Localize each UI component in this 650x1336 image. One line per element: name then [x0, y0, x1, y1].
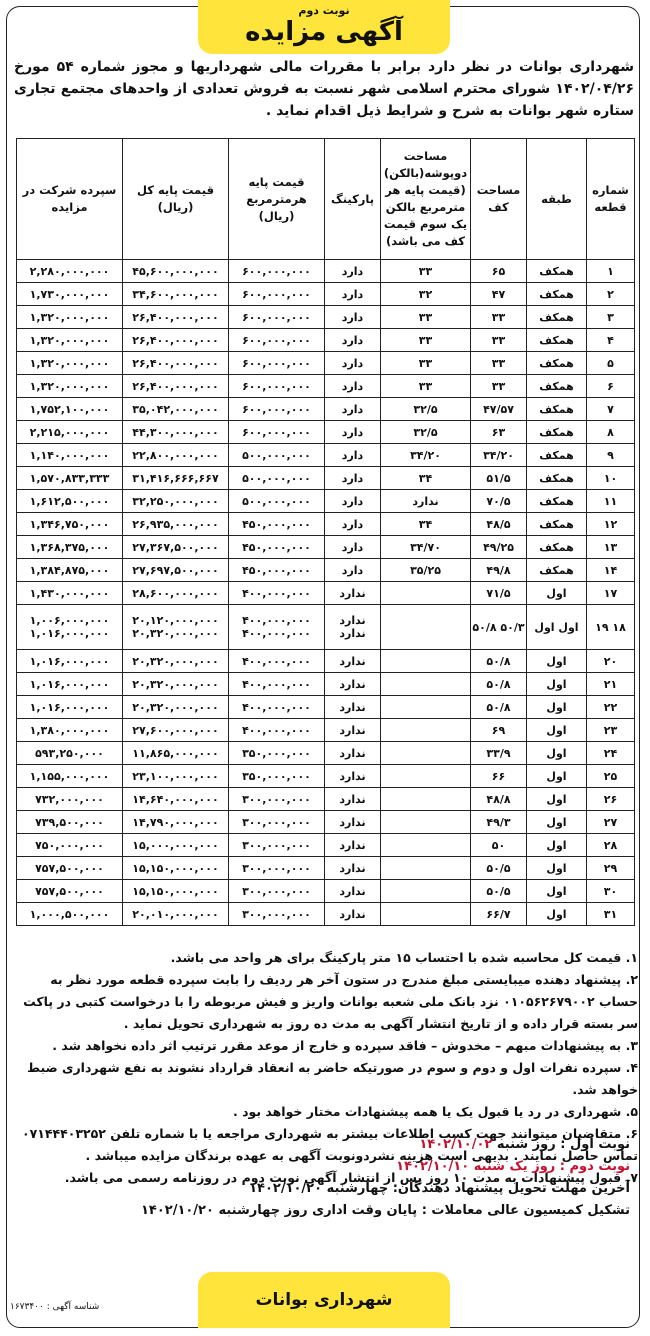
- cell-deposit: ۱,۷۵۲,۱۰۰,۰۰۰: [17, 398, 123, 421]
- cell-balcony-area: ۳۴/۲۰: [381, 444, 471, 467]
- cell-price-per-meter: ۴۰۰,۰۰۰,۰۰۰: [229, 719, 325, 742]
- cell-lot-number: ۲۴: [587, 742, 635, 765]
- table-row: [17, 398, 635, 421]
- cell-floor: همکف: [527, 467, 587, 490]
- cell-floor: اول: [527, 765, 587, 788]
- cell-price-per-meter: ۴۰۰,۰۰۰,۰۰۰: [229, 696, 325, 719]
- cell-lot-number: ۲۵: [587, 765, 635, 788]
- cell-total-price: ۳۱,۴۱۶,۶۶۶,۶۶۷: [123, 467, 229, 490]
- cell-total-price: ۲۶,۴۰۰,۰۰۰,۰۰۰: [123, 352, 229, 375]
- cell-price-per-meter: ۳۰۰,۰۰۰,۰۰۰: [229, 857, 325, 880]
- first-publication-date: ۱۴۰۲/۱۰/۰۲: [419, 1137, 493, 1152]
- cell-lot-number: ۱۴: [587, 559, 635, 582]
- cell-floor-area: ۵۰: [471, 834, 527, 857]
- note-item: ۶. متقاضیان میتوانند جهت کسب اطلاعات بیشتر به شهرداری مراجعه یا با شماره تلفن ۰۷۱۴۴۴۰۳۲۵۲ تماس حاصل نمایند . بدیهی است هزینه نشردونوبت آگهی به عهده برندگان مزایده میباشد .: [21, 1126, 638, 1163]
- cell-balcony-area: [381, 903, 471, 926]
- cell-price-per-meter: ۵۰۰,۰۰۰,۰۰۰: [229, 467, 325, 490]
- cell-parking: دارد: [325, 490, 381, 513]
- cell-parking: دارد: [325, 421, 381, 444]
- cell-floor: اول: [527, 673, 587, 696]
- cell-balcony-area: ۳۳: [381, 329, 471, 352]
- cell-parking: دارد: [325, 283, 381, 306]
- cell-deposit: ۲,۲۸۰,۰۰۰,۰۰۰: [17, 260, 123, 283]
- cell-floor: اول: [527, 903, 587, 926]
- cell-floor: اول اول: [527, 605, 587, 650]
- cell-lot-number: ۷: [587, 398, 635, 421]
- table-row: [17, 765, 635, 788]
- cell-total-price: ۲۰,۰۱۰,۰۰۰,۰۰۰: [123, 903, 229, 926]
- cell-lot-number: ۳۱: [587, 903, 635, 926]
- cell-floor: همکف: [527, 260, 587, 283]
- cell-parking: ندارد: [325, 582, 381, 605]
- cell-total-price: ۳۵,۰۴۲,۰۰۰,۰۰۰: [123, 398, 229, 421]
- cell-price-per-meter: ۴۰۰,۰۰۰,۰۰۰: [229, 673, 325, 696]
- cell-parking: ندارد: [325, 788, 381, 811]
- cell-floor: اول: [527, 880, 587, 903]
- cell-deposit: ۱,۳۸۴,۸۷۵,۰۰۰: [17, 559, 123, 582]
- cell-parking: ندارد: [325, 650, 381, 673]
- cell-deposit: ۱,۳۲۰,۰۰۰,۰۰۰: [17, 352, 123, 375]
- cell-balcony-area: [381, 696, 471, 719]
- cell-floor: اول: [527, 582, 587, 605]
- header-floor: طبقه: [527, 139, 587, 260]
- cell-balcony-area: [381, 673, 471, 696]
- auction-table: [16, 138, 635, 926]
- cell-floor-area: ۴۹/۳: [471, 811, 527, 834]
- cell-floor-area: ۶۶/۷: [471, 903, 527, 926]
- cell-floor-area: ۶۶: [471, 765, 527, 788]
- cell-balcony-area: ۳۲/۵: [381, 421, 471, 444]
- table-row: [17, 444, 635, 467]
- cell-total-price: ۲۰,۳۲۰,۰۰۰,۰۰۰: [123, 650, 229, 673]
- cell-parking: ندارد: [325, 880, 381, 903]
- header-parking: پارکینگ: [325, 139, 381, 260]
- cell-balcony-area: ۳۴: [381, 467, 471, 490]
- note-item: ۷. قبول پیشنهادات به مدت ۱۰ روز پس از انتشار آگهی نوبت دوم در روزنامه رسمی می باشد.: [64, 1170, 638, 1185]
- cell-price-per-meter: ۴۰۰,۰۰۰,۰۰۰ ۴۰۰,۰۰۰,۰۰۰: [229, 605, 325, 650]
- cell-balcony-area: [381, 582, 471, 605]
- cell-floor-area: ۵۰/۸: [471, 673, 527, 696]
- cell-floor: اول: [527, 742, 587, 765]
- second-publication: [30, 1156, 630, 1178]
- table-body: [17, 260, 635, 926]
- cell-floor: همکف: [527, 352, 587, 375]
- table-header-row: [17, 139, 635, 260]
- cell-floor: همکف: [527, 444, 587, 467]
- table-row: [17, 834, 635, 857]
- header-balcony-area: مساحت دوپوشه(بالکن) (قیمت پایه هر مترمربع بالکن یک سوم قیمت کف می باشد): [381, 139, 471, 260]
- cell-price-per-meter: ۳۰۰,۰۰۰,۰۰۰: [229, 811, 325, 834]
- header-subtitle: نوبت دوم: [298, 4, 350, 17]
- cell-deposit: ۱,۴۳۰,۰۰۰,۰۰۰: [17, 582, 123, 605]
- note-item: ۱. قیمت کل محاسبه شده با احتساب ۱۵ متر پارکینگ برای هر واحد می باشد.: [170, 950, 638, 965]
- cell-total-price: ۲۰,۳۲۰,۰۰۰,۰۰۰: [123, 696, 229, 719]
- note-item: ۳. به پیشنهادات مبهم – مخدوش – فاقد سپرده و خارج از موعد مقرر ترتیب اثر داده نخواهد شد .: [52, 1038, 638, 1053]
- cell-floor-area: ۵۰/۵: [471, 880, 527, 903]
- cell-floor-area: ۳۴/۲۰: [471, 444, 527, 467]
- cell-floor: همکف: [527, 329, 587, 352]
- cell-balcony-area: [381, 788, 471, 811]
- cell-price-per-meter: ۶۰۰,۰۰۰,۰۰۰: [229, 375, 325, 398]
- cell-total-price: ۲۲,۸۰۰,۰۰۰,۰۰۰: [123, 444, 229, 467]
- cell-lot-number: ۹: [587, 444, 635, 467]
- cell-deposit: ۱,۰۱۶,۰۰۰,۰۰۰: [17, 650, 123, 673]
- cell-deposit: ۱,۱۵۵,۰۰۰,۰۰۰: [17, 765, 123, 788]
- cell-floor: اول: [527, 719, 587, 742]
- cell-total-price: ۲۶,۴۰۰,۰۰۰,۰۰۰: [123, 375, 229, 398]
- cell-lot-number: ۲۸: [587, 834, 635, 857]
- cell-parking: دارد: [325, 306, 381, 329]
- table-row: [17, 696, 635, 719]
- cell-balcony-area: ۳۴: [381, 513, 471, 536]
- cell-balcony-area: [381, 857, 471, 880]
- cell-price-per-meter: ۵۰۰,۰۰۰,۰۰۰: [229, 444, 325, 467]
- cell-total-price: ۳۴,۶۰۰,۰۰۰,۰۰۰: [123, 283, 229, 306]
- cell-balcony-area: ۳۵/۲۵: [381, 559, 471, 582]
- table-row: [17, 880, 635, 903]
- cell-total-price: ۲۰,۳۲۰,۰۰۰,۰۰۰: [123, 673, 229, 696]
- table-row: [17, 283, 635, 306]
- header-price-per-meter: قیمت پایه هرمترمربع (ریال): [229, 139, 325, 260]
- cell-parking: ندارد: [325, 903, 381, 926]
- cell-total-price: ۱۴,۶۴۰,۰۰۰,۰۰۰: [123, 788, 229, 811]
- cell-price-per-meter: ۶۰۰,۰۰۰,۰۰۰: [229, 260, 325, 283]
- cell-balcony-area: [381, 719, 471, 742]
- cell-parking: ندارد: [325, 811, 381, 834]
- table-row: [17, 490, 635, 513]
- note-item: ۴. سپرده نفرات اول و دوم و سوم در صورتیکه حاضر به انعقاد قرارداد نشوند به نفع شهرداری ضبط خواهد شد.: [27, 1060, 638, 1097]
- cell-parking: ندارد: [325, 765, 381, 788]
- cell-price-per-meter: ۴۵۰,۰۰۰,۰۰۰: [229, 559, 325, 582]
- cell-floor-area: ۶۵: [471, 260, 527, 283]
- cell-floor-area: ۳۳: [471, 306, 527, 329]
- cell-lot-number: ۱۱: [587, 490, 635, 513]
- cell-price-per-meter: ۶۰۰,۰۰۰,۰۰۰: [229, 283, 325, 306]
- cell-deposit: ۱,۷۳۰,۰۰۰,۰۰۰: [17, 283, 123, 306]
- cell-lot-number: ۱۷: [587, 582, 635, 605]
- cell-deposit: ۷۵۷,۵۰۰,۰۰۰: [17, 857, 123, 880]
- cell-balcony-area: ۳۳: [381, 306, 471, 329]
- cell-price-per-meter: ۴۵۰,۰۰۰,۰۰۰: [229, 513, 325, 536]
- cell-floor-area: ۷۰/۵: [471, 490, 527, 513]
- cell-deposit: ۱,۰۰۰,۵۰۰,۰۰۰: [17, 903, 123, 926]
- cell-parking: دارد: [325, 329, 381, 352]
- dates-section: [30, 1134, 630, 1222]
- cell-price-per-meter: ۴۰۰,۰۰۰,۰۰۰: [229, 582, 325, 605]
- cell-balcony-area: [381, 650, 471, 673]
- cell-parking: دارد: [325, 513, 381, 536]
- cell-floor-area: ۳۳: [471, 352, 527, 375]
- cell-parking: دارد: [325, 559, 381, 582]
- commission-line: تشکیل کمیسیون عالی معاملات : پایان وقت اداری روز چهارشنبه ۱۴۰۲/۱۰/۲۰: [140, 1203, 630, 1218]
- cell-parking: دارد: [325, 352, 381, 375]
- cell-deposit: ۱,۳۸۰,۰۰۰,۰۰۰: [17, 719, 123, 742]
- cell-deposit: ۷۳۲,۰۰۰,۰۰۰: [17, 788, 123, 811]
- cell-deposit: ۱,۳۲۰,۰۰۰,۰۰۰: [17, 329, 123, 352]
- table-row: [17, 536, 635, 559]
- cell-parking: ندارد: [325, 834, 381, 857]
- cell-floor: همکف: [527, 559, 587, 582]
- cell-floor: همکف: [527, 283, 587, 306]
- cell-deposit: ۷۳۹,۵۰۰,۰۰۰: [17, 811, 123, 834]
- cell-total-price: ۲۷,۶۹۷,۵۰۰,۰۰۰: [123, 559, 229, 582]
- cell-total-price: ۲۷,۳۶۷,۵۰۰,۰۰۰: [123, 536, 229, 559]
- table-row: [17, 650, 635, 673]
- table-row: [17, 352, 635, 375]
- cell-total-price: ۱۱,۸۶۵,۰۰۰,۰۰۰: [123, 742, 229, 765]
- cell-balcony-area: ۳۳: [381, 352, 471, 375]
- cell-floor: همکف: [527, 306, 587, 329]
- cell-total-price: ۲۶,۴۰۰,۰۰۰,۰۰۰: [123, 329, 229, 352]
- cell-floor: همکف: [527, 490, 587, 513]
- cell-floor-area: ۴۷: [471, 283, 527, 306]
- table-row: [17, 788, 635, 811]
- cell-lot-number: ۱: [587, 260, 635, 283]
- header-title: آگهی مزایده: [245, 17, 403, 47]
- cell-price-per-meter: ۳۰۰,۰۰۰,۰۰۰: [229, 834, 325, 857]
- header-deposit: سپرده شرکت در مزایده: [17, 139, 123, 260]
- cell-floor: اول: [527, 650, 587, 673]
- cell-price-per-meter: ۶۰۰,۰۰۰,۰۰۰: [229, 306, 325, 329]
- cell-deposit: ۱,۳۴۶,۷۵۰,۰۰۰: [17, 513, 123, 536]
- table-row: [17, 559, 635, 582]
- cell-floor: همکف: [527, 375, 587, 398]
- cell-lot-number: ۲: [587, 283, 635, 306]
- cell-price-per-meter: ۶۰۰,۰۰۰,۰۰۰: [229, 421, 325, 444]
- table-row: [17, 605, 635, 650]
- cell-deposit: ۱,۰۱۶,۰۰۰,۰۰۰: [17, 696, 123, 719]
- cell-parking: ندارد: [325, 857, 381, 880]
- cell-lot-number: ۱۳: [587, 536, 635, 559]
- cell-floor-area: ۴۷/۵۷: [471, 398, 527, 421]
- cell-floor: همکف: [527, 513, 587, 536]
- cell-balcony-area: ۳۳: [381, 260, 471, 283]
- cell-floor-area: ۳۳: [471, 329, 527, 352]
- first-publication: [30, 1134, 630, 1156]
- cell-lot-number: ۳۰: [587, 880, 635, 903]
- cell-deposit: ۱,۳۶۸,۳۷۵,۰۰۰: [17, 536, 123, 559]
- cell-total-price: ۴۴,۳۰۰,۰۰۰,۰۰۰: [123, 421, 229, 444]
- cell-price-per-meter: ۴۵۰,۰۰۰,۰۰۰: [229, 536, 325, 559]
- cell-total-price: ۱۵,۰۰۰,۰۰۰,۰۰۰: [123, 834, 229, 857]
- cell-lot-number: ۲۹: [587, 857, 635, 880]
- note-item: ۲. پیشنهاد دهنده میبایستی مبلغ مندرج در ستون آخر هر ردیف را بابت سپرده قطعه مورد نظر به حساب ۰۱۰۵۶۲۶۷۹۰۰۲ نزد بانک ملی شعبه بوانات واریز و فیش مربوطه را با درخواست کتبی در پاکت سر بسته قرار داده و از تاریخ انتشار آگهی به مدت ده روز به شهرداری تحویل نماید .: [23, 972, 638, 1031]
- deadline-line: آخرین مهلت تحویل پیشنهاد دهندگان: چهارشنبه ۱۴۰۲/۱۰/۲۰: [249, 1181, 630, 1196]
- cell-floor-area: ۵۰/۵: [471, 857, 527, 880]
- cell-deposit: ۱,۵۷۰,۸۳۳,۳۳۳: [17, 467, 123, 490]
- cell-floor-area: ۴۹/۲۵: [471, 536, 527, 559]
- footer-banner: [198, 1272, 450, 1328]
- cell-price-per-meter: ۶۰۰,۰۰۰,۰۰۰: [229, 352, 325, 375]
- table-row: [17, 857, 635, 880]
- table-row: [17, 742, 635, 765]
- cell-lot-number: ۵: [587, 352, 635, 375]
- table-row: [17, 719, 635, 742]
- cell-total-price: ۱۵,۱۵۰,۰۰۰,۰۰۰: [123, 880, 229, 903]
- cell-price-per-meter: ۶۰۰,۰۰۰,۰۰۰: [229, 329, 325, 352]
- cell-total-price: ۲۰,۱۲۰,۰۰۰,۰۰۰ ۲۰,۳۲۰,۰۰۰,۰۰۰: [123, 605, 229, 650]
- cell-floor-area: ۶۹: [471, 719, 527, 742]
- cell-total-price: ۲۶,۴۰۰,۰۰۰,۰۰۰: [123, 306, 229, 329]
- cell-parking: دارد: [325, 375, 381, 398]
- cell-floor-area: ۵۰/۸: [471, 696, 527, 719]
- cell-floor-area: ۴۹/۸: [471, 559, 527, 582]
- cell-floor-area: ۳۳/۹: [471, 742, 527, 765]
- second-publication-label: نوبت دوم : روز یک شنبه: [473, 1159, 630, 1174]
- cell-balcony-area: ۳۲/۵: [381, 398, 471, 421]
- cell-floor-area: ۴۸/۵: [471, 513, 527, 536]
- cell-deposit: ۱,۰۰۶,۰۰۰,۰۰۰ ۱,۰۱۶,۰۰۰,۰۰۰: [17, 605, 123, 650]
- cell-balcony-area: [381, 880, 471, 903]
- cell-parking: ندارد: [325, 673, 381, 696]
- cell-deposit: ۱,۰۱۶,۰۰۰,۰۰۰: [17, 673, 123, 696]
- cell-floor-area: ۵۱/۵: [471, 467, 527, 490]
- cell-price-per-meter: ۳۵۰,۰۰۰,۰۰۰: [229, 765, 325, 788]
- cell-balcony-area: ۳۲: [381, 283, 471, 306]
- cell-balcony-area: ۳۴/۷۰: [381, 536, 471, 559]
- cell-balcony-area: [381, 605, 471, 650]
- table-row: [17, 375, 635, 398]
- cell-lot-number: ۲۳: [587, 719, 635, 742]
- cell-total-price: ۲۳,۱۰۰,۰۰۰,۰۰۰: [123, 765, 229, 788]
- cell-lot-number: ۱۲: [587, 513, 635, 536]
- cell-deposit: ۷۵۷,۵۰۰,۰۰۰: [17, 880, 123, 903]
- cell-deposit: ۵۹۳,۲۵۰,۰۰۰: [17, 742, 123, 765]
- table-row: [17, 811, 635, 834]
- table-row: [17, 260, 635, 283]
- cell-lot-number: ۲۶: [587, 788, 635, 811]
- cell-floor-area: ۶۳: [471, 421, 527, 444]
- cell-balcony-area: ندارد: [381, 490, 471, 513]
- cell-deposit: ۲,۲۱۵,۰۰۰,۰۰۰: [17, 421, 123, 444]
- cell-floor: همکف: [527, 421, 587, 444]
- cell-deposit: ۱,۶۱۲,۵۰۰,۰۰۰: [17, 490, 123, 513]
- table-row: [17, 421, 635, 444]
- cell-floor: اول: [527, 696, 587, 719]
- cell-balcony-area: [381, 834, 471, 857]
- cell-floor-area: ۳۳: [471, 375, 527, 398]
- cell-lot-number: ۲۱: [587, 673, 635, 696]
- cell-parking: ندارد ندارد: [325, 605, 381, 650]
- cell-parking: ندارد: [325, 696, 381, 719]
- cell-total-price: ۲۸,۶۰۰,۰۰۰,۰۰۰: [123, 582, 229, 605]
- cell-parking: دارد: [325, 398, 381, 421]
- header-lot-number: شماره قطعه: [587, 139, 635, 260]
- cell-total-price: ۴۵,۶۰۰,۰۰۰,۰۰۰: [123, 260, 229, 283]
- cell-lot-number: ۱۰: [587, 467, 635, 490]
- table-row: [17, 582, 635, 605]
- second-publication-date: ۱۴۰۲/۱۰/۱۰: [396, 1159, 470, 1174]
- cell-lot-number: ۸: [587, 421, 635, 444]
- cell-balcony-area: [381, 811, 471, 834]
- table-row: [17, 903, 635, 926]
- cell-deposit: ۷۵۰,۰۰۰,۰۰۰: [17, 834, 123, 857]
- cell-price-per-meter: ۳۰۰,۰۰۰,۰۰۰: [229, 788, 325, 811]
- cell-floor-area: ۴۸/۸: [471, 788, 527, 811]
- cell-lot-number: ۱۸ ۱۹: [587, 605, 635, 650]
- cell-price-per-meter: ۶۰۰,۰۰۰,۰۰۰: [229, 398, 325, 421]
- cell-parking: دارد: [325, 260, 381, 283]
- cell-price-per-meter: ۳۵۰,۰۰۰,۰۰۰: [229, 742, 325, 765]
- cell-floor-area: ۵۰/۸: [471, 650, 527, 673]
- cell-lot-number: ۲۰: [587, 650, 635, 673]
- cell-floor: اول: [527, 857, 587, 880]
- table-row: [17, 467, 635, 490]
- table-row: [17, 513, 635, 536]
- ad-id: شناسه آگهی : ۱۶۷۳۴۰۰: [10, 1302, 100, 1312]
- cell-total-price: ۱۵,۱۵۰,۰۰۰,۰۰۰: [123, 857, 229, 880]
- cell-deposit: ۱,۳۲۰,۰۰۰,۰۰۰: [17, 375, 123, 398]
- cell-price-per-meter: ۳۰۰,۰۰۰,۰۰۰: [229, 880, 325, 903]
- cell-parking: ندارد: [325, 719, 381, 742]
- cell-floor: اول: [527, 811, 587, 834]
- cell-floor: اول: [527, 788, 587, 811]
- cell-balcony-area: ۳۳: [381, 375, 471, 398]
- cell-price-per-meter: ۵۰۰,۰۰۰,۰۰۰: [229, 490, 325, 513]
- cell-deposit: ۱,۱۴۰,۰۰۰,۰۰۰: [17, 444, 123, 467]
- cell-lot-number: ۳: [587, 306, 635, 329]
- cell-parking: دارد: [325, 536, 381, 559]
- cell-floor: همکف: [527, 398, 587, 421]
- cell-balcony-area: [381, 742, 471, 765]
- cell-parking: ندارد: [325, 742, 381, 765]
- table-row: [17, 673, 635, 696]
- cell-lot-number: ۶: [587, 375, 635, 398]
- intro-paragraph: شهرداری بوانات در نظر دارد برابر با مقررات مالی شهرداریها و مجوز شماره ۵۴ مورخ ۱۴۰۲/۰۴/۲۶ شورای محترم اسلامی شهر نسبت به فروش تعدادی از واحدهای مجتمع تجاری ستاره شهر بوانات به شرح و شرایط ذیل اقدام نماید .: [14, 59, 634, 119]
- cell-price-per-meter: ۳۰۰,۰۰۰,۰۰۰: [229, 903, 325, 926]
- header-floor-area: مساحت کف: [471, 139, 527, 260]
- cell-total-price: ۱۴,۷۹۰,۰۰۰,۰۰۰: [123, 811, 229, 834]
- cell-price-per-meter: ۴۰۰,۰۰۰,۰۰۰: [229, 650, 325, 673]
- cell-balcony-area: [381, 765, 471, 788]
- cell-floor-area: ۷۱/۵: [471, 582, 527, 605]
- cell-total-price: ۳۲,۲۵۰,۰۰۰,۰۰۰: [123, 490, 229, 513]
- cell-lot-number: ۲۷: [587, 811, 635, 834]
- cell-lot-number: ۴: [587, 329, 635, 352]
- cell-deposit: ۱,۳۲۰,۰۰۰,۰۰۰: [17, 306, 123, 329]
- note-item: ۵. شهرداری در رد یا قبول یک یا همه پیشنهادات مختار خواهد بود .: [233, 1104, 638, 1119]
- first-publication-label: نوبت اول : روز شنبه: [496, 1137, 630, 1152]
- header-banner: [198, 0, 450, 54]
- cell-floor-area: ۵۰/۳ ۵۰/۸: [471, 605, 527, 650]
- cell-floor: اول: [527, 834, 587, 857]
- table-row: [17, 329, 635, 352]
- table-row: [17, 306, 635, 329]
- cell-total-price: ۲۶,۹۳۵,۰۰۰,۰۰۰: [123, 513, 229, 536]
- cell-floor: همکف: [527, 536, 587, 559]
- footer-title: شهرداری بوانات: [255, 1290, 393, 1310]
- header-total-price: قیمت پایه کل (ریال): [123, 139, 229, 260]
- cell-total-price: ۲۷,۶۰۰,۰۰۰,۰۰۰: [123, 719, 229, 742]
- cell-parking: دارد: [325, 467, 381, 490]
- cell-lot-number: ۲۲: [587, 696, 635, 719]
- cell-parking: دارد: [325, 444, 381, 467]
